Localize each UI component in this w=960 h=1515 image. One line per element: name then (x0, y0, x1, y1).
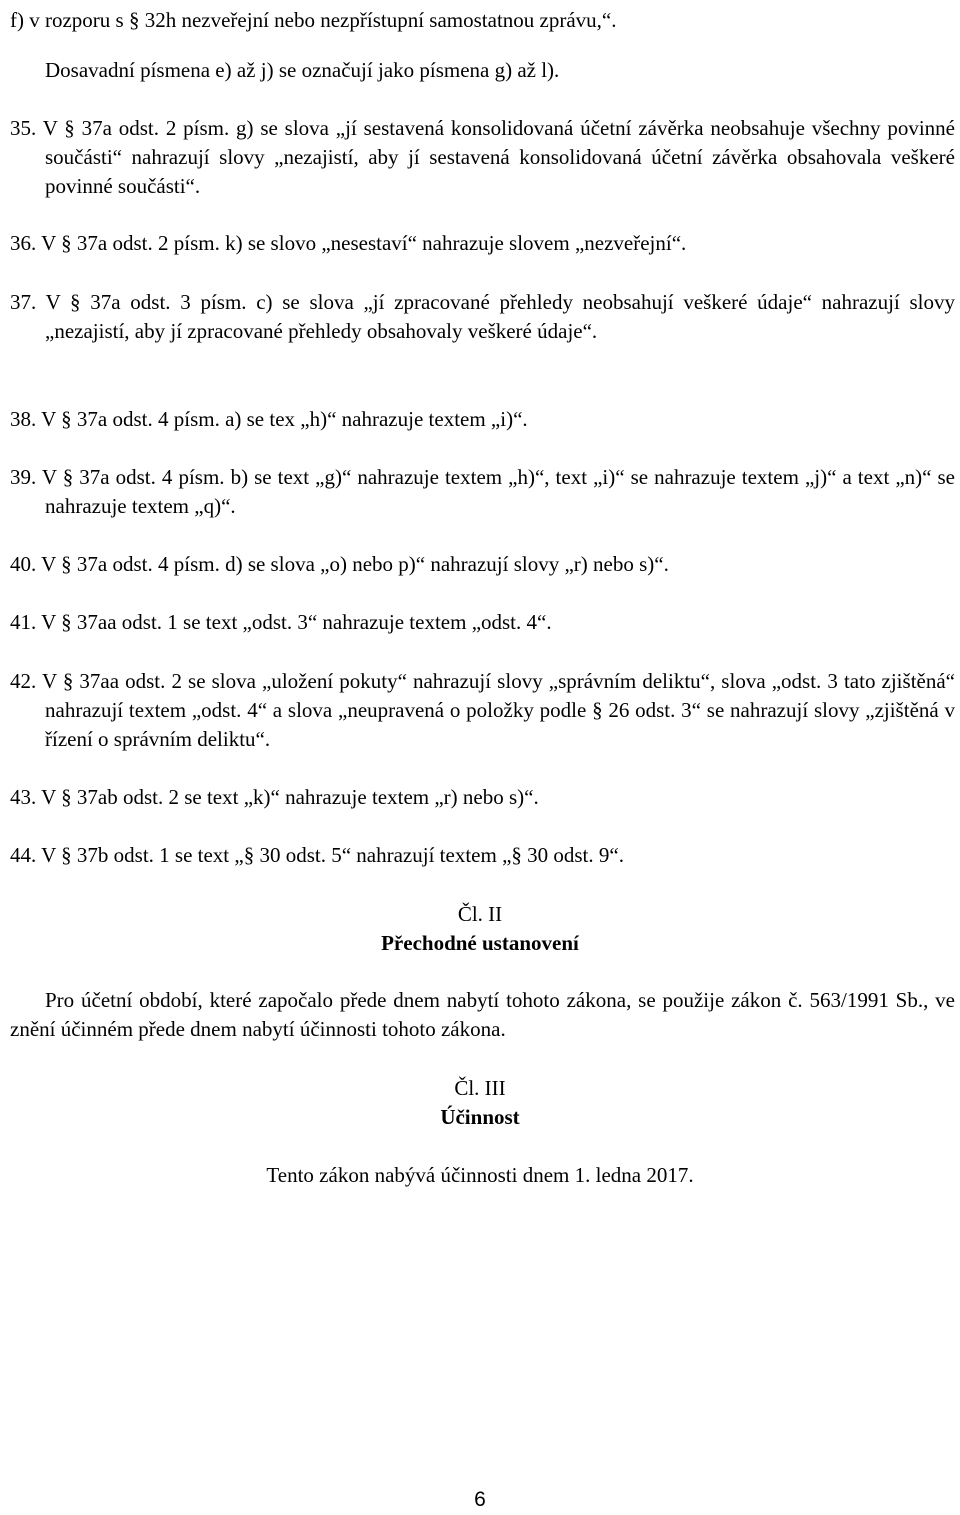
item-41: 41. V § 37aa odst. 1 se text „odst. 3“ nahrazuje textem „odst. 4“. (10, 610, 552, 634)
item-37: 37. V § 37a odst. 3 písm. c) se slova „jí zpracované přehledy neobsahují veškeré údaje“ nahrazují slovy „nezajistí, aby jí zpracované přehledy obsahovaly veškeré údaje“. (10, 290, 955, 343)
item-42: 42. V § 37aa odst. 2 se slova „uložení pokuty“ nahrazují slovy „správním deliktu“, slova „odst. 3 tato zjištěná“ nahrazují textem „odst. 4“ a slova „neupravená o položky podle § 26 odst. 3“ se nahrazují slovy „zjištěná v řízení o správním deliktu“. (10, 669, 955, 751)
article-3-text: Tento zákon nabývá účinnosti dnem 1. ledna 2017. (266, 1163, 694, 1187)
item-36: 36. V § 37a odst. 2 písm. k) se slovo „nesestaví“ nahrazuje slovem „nezveřejní“. (10, 231, 687, 255)
item-44: 44. V § 37b odst. 1 se text „§ 30 odst. 5“ nahrazují textem „§ 30 odst. 9“. (10, 843, 624, 867)
article-2-text: Pro účetní období, které započalo přede dnem nabytí tohoto zákona, se použije zákon č. 563/1991 Sb., ve znění účinném přede dnem nabytí účinnosti tohoto zákona. (10, 988, 955, 1041)
page-number: 6 (474, 1488, 486, 1511)
item-f: f) v rozporu s § 32h nezveřejní nebo nezpřístupní samostatnou zprávu,“. (10, 8, 617, 32)
item-renaming-note: Dosavadní písmena e) až j) se označují jako písmena g) až l). (45, 58, 560, 82)
article-2-number: Čl. II (457, 902, 503, 926)
article-3-number: Čl. III (454, 1076, 506, 1100)
article-2-title: Přechodné ustanovení (381, 931, 579, 955)
item-43: 43. V § 37ab odst. 2 se text „k)“ nahrazuje textem „r) nebo s)“. (10, 785, 539, 809)
item-40: 40. V § 37a odst. 4 písm. d) se slova „o) nebo p)“ nahrazují slovy „r) nebo s)“. (10, 552, 669, 576)
item-35: 35. V § 37a odst. 2 písm. g) se slova „jí sestavená konsolidovaná účetní závěrka neobsahuje všechny povinné součásti“ nahrazují slovy „nezajistí, aby jí sestavená konsolidovaná účetní závěrka obsahovala veškeré povinné součásti“. (10, 116, 955, 198)
item-38: 38. V § 37a odst. 4 písm. a) se tex „h)“ nahrazuje textem „i)“. (10, 407, 528, 431)
item-39: 39. V § 37a odst. 4 písm. b) se text „g)“ nahrazuje textem „h)“, text „i)“ se nahrazuje textem „j)“ a text „n)“ se nahrazuje textem „q)“. (10, 465, 955, 518)
article-3-title: Účinnost (440, 1105, 520, 1129)
